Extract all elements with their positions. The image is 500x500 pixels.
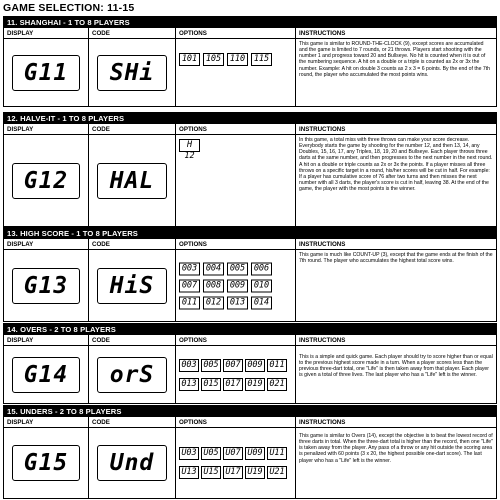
display-cell [4,428,89,498]
option-box: U09 [245,447,265,460]
option-box: 015 [201,378,221,391]
option-box: 007 [223,359,243,372]
option-box: H 12 [179,139,200,152]
lcd-display: G11 [12,55,80,91]
code-cell [89,428,176,498]
option-box: 105 [203,53,224,66]
options-cell [176,135,296,226]
code-cell [89,250,176,321]
game-section-shanghai [3,16,497,107]
option-box: U19 [245,466,265,479]
game-title: 14. OVERS - 2 TO 8 PLAYERS [4,324,496,335]
instructions-header: INSTRUCTIONS [299,30,346,37]
game-section-overs [3,323,497,404]
code-cell [89,135,176,226]
options-cell [176,39,296,106]
option-box: 005 [201,359,221,372]
column-headers [4,417,496,428]
code-header: CODE [89,417,176,427]
display-cell [4,346,89,403]
game-title: 15. UNDERS - 2 TO 8 PLAYERS [4,406,496,417]
option-box: 008 [203,279,224,292]
option-box: 013 [179,378,199,391]
options-cell [176,250,296,321]
lcd-display: G13 [12,268,80,304]
lcd-display: G15 [12,445,80,481]
option-box: 003 [179,262,200,275]
game-section-unders [3,405,497,499]
lcd-display: G14 [12,357,80,393]
option-box: 011 [179,296,200,309]
page-title: GAME SELECTION: 11-15 [3,2,135,14]
option-box: 019 [245,378,265,391]
code-header: CODE [89,124,176,134]
option-box: 006 [251,262,272,275]
instructions-header: INSTRUCTIONS [299,241,346,248]
option-box: 021 [267,378,287,391]
option-box: U15 [201,466,221,479]
code-header: CODE [89,28,176,38]
option-box: 004 [203,262,224,275]
column-headers [4,124,496,135]
option-box: U05 [201,447,221,460]
display-header: DISPLAY [4,335,89,345]
lcd-display: G12 [12,163,80,199]
options-header: OPTIONS [176,28,296,38]
display-header: DISPLAY [4,28,89,38]
display-header: DISPLAY [4,239,89,249]
options-cell [176,346,296,403]
display-cell [4,135,89,226]
column-headers [4,239,496,250]
instructions-text: In this game, a total miss with three throws can make your score decrease. Everybody starts the game by shooting for the number 12, and then 13, 14, any Doubles, 15, 16, 17, any Triples, 18, 19, 20 and Bullseye. Each player throws three darts at the same number, and then progresses to the next number in the next round. A hit on a double or triple counts as 2x or 3x the points. If a player misses all three throws on a specific target in a round, his/her scores will be cut in half. For example: If a player has cumulative score of 76 after two turns and then misses the next number with all 3 darts, the player's score is cut in half, leaving 38. At the end of the game, the player with the most points is the winner. [299,137,493,193]
option-box: 017 [223,378,243,391]
instructions-header: INSTRUCTIONS [299,419,346,426]
game-title: 12. HALVE-IT - 1 TO 8 PLAYERS [4,113,496,124]
instructions-header: INSTRUCTIONS [299,337,346,344]
options-header: OPTIONS [176,239,296,249]
game-section-halve-it [3,112,497,227]
lcd-code: SHi [97,55,167,91]
option-box: 007 [179,279,200,292]
lcd-code: HAL [97,163,167,199]
option-box: U21 [267,466,287,479]
options-header: OPTIONS [176,417,296,427]
display-cell [4,39,89,106]
game-title: 11. SHANGHAI - 1 TO 8 PLAYERS [4,17,496,28]
column-headers [4,335,496,346]
code-header: CODE [89,335,176,345]
option-box: U07 [223,447,243,460]
instructions-header: INSTRUCTIONS [299,126,346,133]
display-cell [4,250,89,321]
options-header: OPTIONS [176,335,296,345]
column-headers [4,28,496,39]
options-header: OPTIONS [176,124,296,134]
display-header: DISPLAY [4,417,89,427]
option-box: 110 [227,53,248,66]
option-box: U11 [267,447,287,460]
display-header: DISPLAY [4,124,89,134]
lcd-code: Und [97,445,167,481]
code-cell [89,39,176,106]
lcd-code: orS [97,357,167,393]
option-box: 101 [179,53,200,66]
option-box: 013 [227,296,248,309]
instructions-text: This game is much like COUNT-UP (3), except that the game ends at the finish of the 7th round. The player who accumulates the highest total score wins. [299,252,493,265]
game-title: 13. HIGH SCORE - 1 TO 8 PLAYERS [4,228,496,239]
instructions-text: This game is similar to Overs (14), except the objective is to beat the lowest record of three darts in total. When the three-dart total is higher than the record, then one "Life" is taken away from the player. Any pass of a throw or any hit outside the scoring area is penalized with 60 points (3 x 20, the highest possible one-dart score). The last player who has a "Life" left is the winner. [299,433,493,464]
options-cell [176,428,296,498]
option-box: 014 [251,296,272,309]
option-box: U13 [179,466,199,479]
option-box: 003 [179,359,199,372]
instructions-text: This is a simple and quick game. Each player should try to score higher than or equal to the previous highest score made in a turn. When a player scores less than the previous three-dart total, one "Life" is then taken away from that player. Each player is given a total of three lives. The last player who has a "Life" left is the winner. [299,354,493,379]
option-box: 012 [203,296,224,309]
instructions-text: This game is similar to ROUND-THE-CLOCK (9), except scores are accumulated and the game is limited to 7 rounds, or 21 throws. Players start shooting with the number 1 and progress toward 20 and Bullseye. No hit is counted when it is out of the numbering sequence. A hit on a double or a triple is counted as 2x or 3x the number. Example: A hit on double 3 counts as 2 x 3 = 6 points. By the end of the 7th round, the player who accumulated the most points wins. [299,41,491,78]
lcd-code: HiS [97,268,167,304]
code-header: CODE [89,239,176,249]
game-section-high-score [3,227,497,322]
option-box: 005 [227,262,248,275]
option-box: 115 [251,53,272,66]
option-box: 011 [267,359,287,372]
option-box: 010 [251,279,272,292]
option-box: 009 [227,279,248,292]
option-box: U17 [223,466,243,479]
option-box: U03 [179,447,199,460]
option-box: 009 [245,359,265,372]
code-cell [89,346,176,403]
